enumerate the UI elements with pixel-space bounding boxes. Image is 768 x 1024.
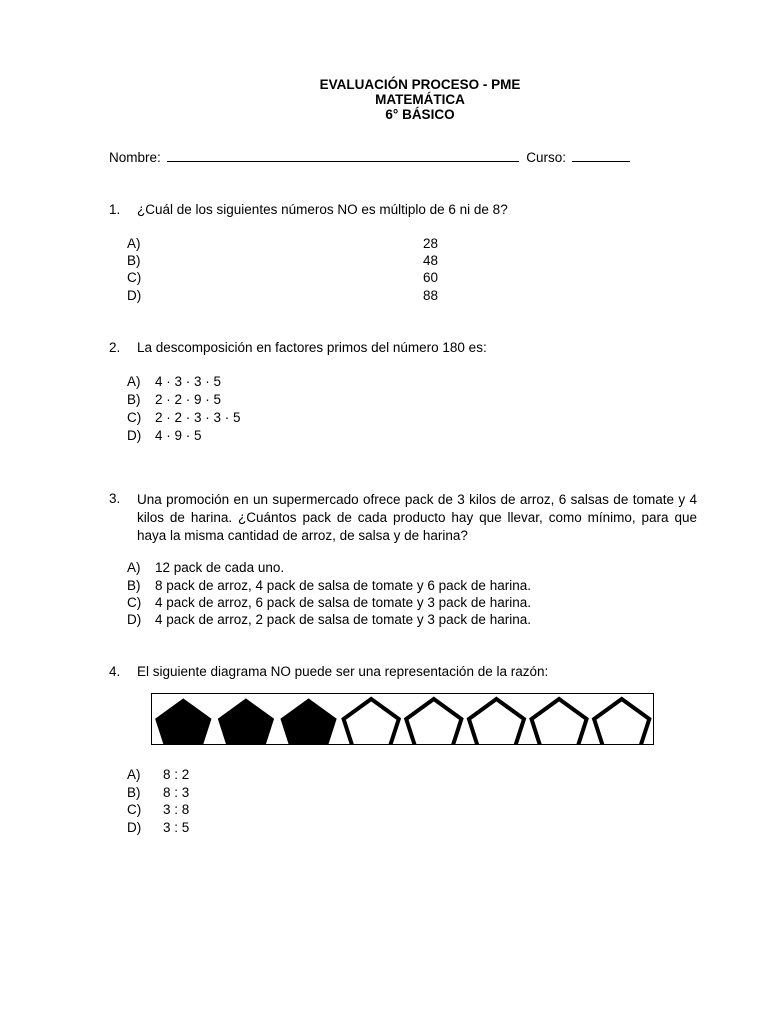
question-text: ¿Cuál de los siguientes números NO es múltiplo de 6 ni de 8? — [137, 202, 508, 217]
option-letter: A) — [127, 374, 141, 389]
option-value: 60 — [423, 270, 439, 285]
option-letter: B) — [127, 785, 141, 800]
option-letter: D) — [127, 612, 142, 627]
exam-title: EVALUACIÓN PROCESO - PME — [319, 77, 521, 92]
name-label: Nombre: — [109, 150, 161, 165]
name-field[interactable] — [167, 148, 519, 162]
pentagon-svg — [152, 694, 653, 744]
option-letter: D) — [127, 288, 142, 303]
filled-pentagon — [281, 699, 336, 744]
filled-pentagon — [218, 699, 273, 744]
option-letter: A) — [127, 560, 141, 575]
option-letter: A) — [127, 767, 141, 782]
option-value: 2 · 2 · 3 · 3 · 5 — [155, 410, 241, 425]
option-value: 8 : 3 — [163, 785, 190, 800]
option-letter: C) — [127, 270, 142, 285]
subject-title: MATEMÁTICA — [375, 92, 465, 107]
option-value: 3 : 8 — [163, 802, 190, 817]
question-text: Una promoción en un supermercado ofrece pack de 3 kilos de arroz, 6 salsas de tomate y 4 kilos de harina. ¿Cuántos pack de cada producto hay que llevar, como mínimo, para que haya la misma cantidad de arroz, de salsa y de harina? — [137, 492, 697, 543]
empty-pentagon — [344, 699, 399, 744]
question-number: 4. — [109, 664, 121, 679]
option-value: 4 · 3 · 3 · 5 — [155, 374, 222, 389]
student-info-row — [109, 148, 630, 165]
question-number: 2. — [109, 340, 121, 355]
option-letter: B) — [127, 392, 141, 407]
course-field[interactable] — [572, 148, 630, 162]
option-value: 4 · 9 · 5 — [155, 428, 202, 443]
option-letter: A) — [127, 236, 141, 251]
option-value: 12 pack de cada uno. — [155, 560, 285, 575]
pentagon-diagram — [151, 693, 654, 745]
question-text: La descomposición en factores primos del número 180 es: — [137, 340, 487, 355]
option-value: 4 pack de arroz, 6 pack de salsa de tomate y 3 pack de harina. — [155, 595, 531, 610]
option-letter: C) — [127, 410, 142, 425]
empty-pentagon — [594, 699, 649, 744]
option-letter: B) — [127, 253, 141, 268]
option-letter: B) — [127, 578, 141, 593]
empty-pentagon — [532, 699, 587, 744]
option-value: 2 · 2 · 9 · 5 — [155, 392, 222, 407]
option-letter: D) — [127, 428, 142, 443]
option-value: 3 : 5 — [163, 820, 190, 835]
empty-pentagon — [469, 699, 524, 744]
question-number: 1. — [109, 202, 121, 217]
filled-pentagon — [156, 699, 211, 744]
empty-pentagon — [406, 699, 461, 744]
grade-title: 6° BÁSICO — [385, 107, 455, 122]
course-label: Curso: — [526, 150, 567, 165]
option-letter: D) — [127, 820, 142, 835]
option-letter: C) — [127, 802, 142, 817]
question-text: El siguiente diagrama NO puede ser una representación de la razón: — [137, 664, 549, 679]
option-value: 88 — [423, 288, 439, 303]
option-value: 8 pack de arroz, 4 pack de salsa de tomate y 6 pack de harina. — [155, 578, 531, 593]
option-value: 8 : 2 — [163, 767, 190, 782]
option-value: 4 pack de arroz, 2 pack de salsa de tomate y 3 pack de harina. — [155, 612, 531, 627]
question-number: 3. — [109, 491, 121, 506]
option-value: 28 — [423, 236, 439, 251]
option-value: 48 — [423, 253, 439, 268]
option-letter: C) — [127, 595, 142, 610]
